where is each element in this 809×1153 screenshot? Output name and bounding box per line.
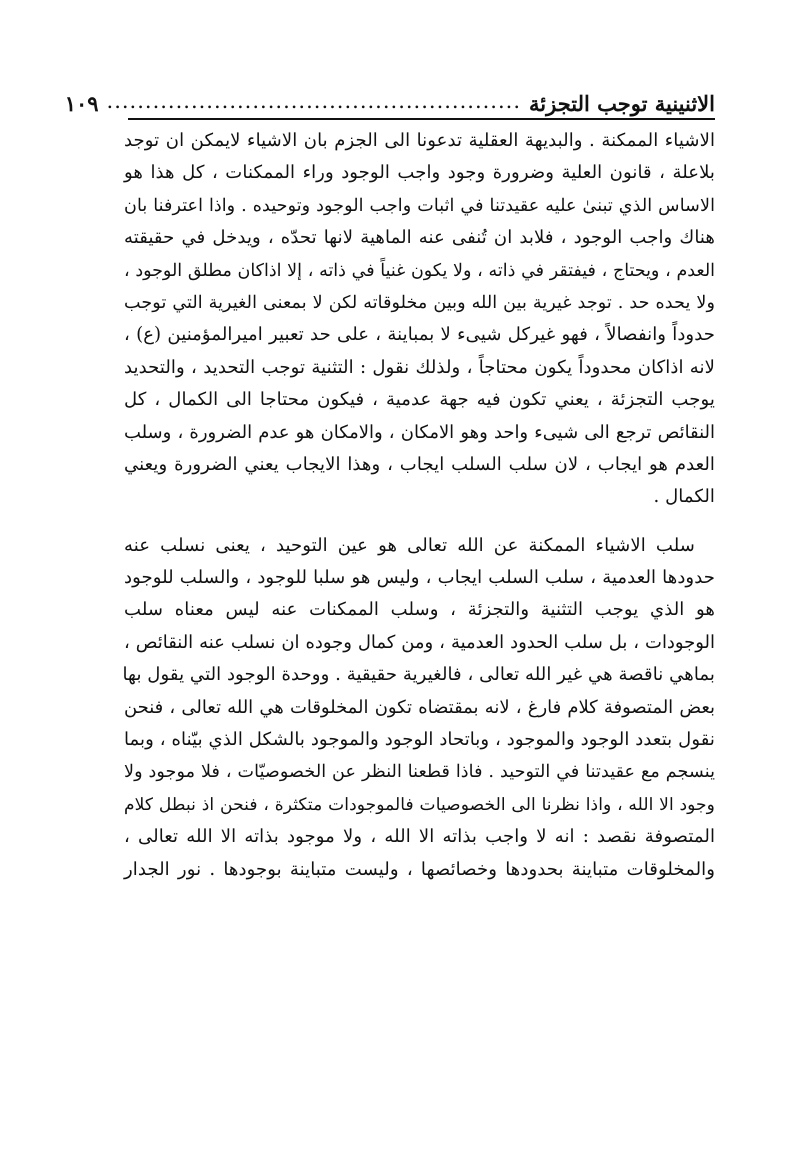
paragraph-gap	[124, 514, 715, 530]
text-line: بعض المتصوفة كلام فارغ ، لانه بمقتضاه تكون المخلوقات هي الله تعالى ، فنحن	[124, 696, 715, 718]
text-line: بلاعلة ، قانون العلية وضرورة وجود واجب الوجود وراء الممكنات ، كل هذا هو	[124, 162, 715, 184]
text-line: النقائص ترجع الى شيىء واحد وهو الامكان ، والامكان هو عدم الضرورة ، وسلب	[124, 421, 715, 443]
running-header	[64, 74, 715, 116]
text-line: بماهي ناقصة هي غير الله تعالى ، فالغيرية حقيقية . ووحدة الوجود التي يقول بها	[122, 664, 715, 686]
text-line: حدوداً وانفصالاً ، فهو غيركل شيىء لا بمباينة ، على حد تعبير اميرالمؤمنين (ع) ،	[124, 324, 715, 346]
text-line: حدودها العدمية ، سلب السلب ايجاب ، وليس هو سلبا للوجود ، والسلب للوجود	[124, 567, 715, 589]
paragraph-2	[124, 530, 715, 886]
text-line: سلب الاشياء الممكنة عن الله تعالى هو عين التوحيد ، يعنى نسلب عنه	[124, 534, 695, 556]
text-line: ينسجم مع عقيدتنا في التوحيد . فاذا قطعنا النظر عن الخصوصيّات ، فلا موجود ولا	[124, 762, 715, 783]
text-line: هناك واجب الوجود ، فلابد ان تُنفى عنه الماهية لانها تحدّه ، ويدخل في حقيقته	[124, 227, 715, 249]
text-line: ولا يحده حد . توجد غيرية بين الله وبين مخلوقاته لكن لا بمعنى الغيرية التي توجب	[124, 292, 715, 313]
text-line: والمخلوقات متباينة بحدودها وخصائصها ، وليست متباينة بوجودها . نور الجدار	[124, 858, 715, 880]
header-leader-dots: ......................................................	[106, 89, 521, 113]
paragraph-1	[124, 125, 715, 514]
text-line: نقول بتعدد الوجود والموجود ، وباتحاد الوجود والموجود بالشكل الذي بيّناه ، وبما	[124, 729, 715, 751]
text-line: العدم هو ايجاب ، لان سلب السلب ايجاب ، وهذا الايجاب يعني الضرورة ويعني	[124, 453, 715, 475]
text-line: لانه اذاكان محدوداً يكون محتاجاً ، ولذلك نقول : التثنية توجب التحديد ، والتحديد	[124, 356, 715, 378]
body-text	[124, 125, 715, 886]
text-line: الكمال .	[653, 486, 715, 508]
header-title: الاثنينية توجب التجزئة	[529, 91, 715, 116]
page-number: ١٠٩	[64, 91, 99, 116]
text-line: وجود الا الله ، واذا نظرنا الى الخصوصيات فالموجودات متكثرة ، فنحن اذ نبطل كلام	[124, 794, 715, 815]
text-line: العدم ، ويحتاج ، فيفتقر في ذاته ، ولا يكون غنياً في ذاته ، إلا اذاكان مطلق الوجود ،	[124, 260, 715, 281]
text-line: الاساس الذي تبنىٰ عليه عقيدتنا في اثبات واجب الوجود وتوحيده . واذا اعترفنا بان	[124, 195, 715, 216]
text-line: المتصوفة نقصد : انه لا واجب بذاته الا الله ، ولا موجود بذاته الا الله تعالى ،	[124, 826, 715, 848]
text-line: الاشياء الممكنة . والبديهة العقلية تدعونا الى الجزم بان الاشياء لايمكن ان توجد	[124, 130, 715, 151]
header-rule	[128, 118, 715, 120]
text-line: الوجودات ، بل سلب الحدود العدمية ، ومن كمال وجوده ان نسلب عنه النقائص ،	[124, 631, 715, 653]
text-line: يوجب التجزئة ، يعني تكون فيه جهة عدمية ، فيكون محتاجا الى الكمال ، كل	[124, 389, 715, 411]
text-line: هو الذي يوجب التثنية والتجزئة ، وسلب الممكنات عنه ليس معناه سلب	[124, 599, 715, 621]
